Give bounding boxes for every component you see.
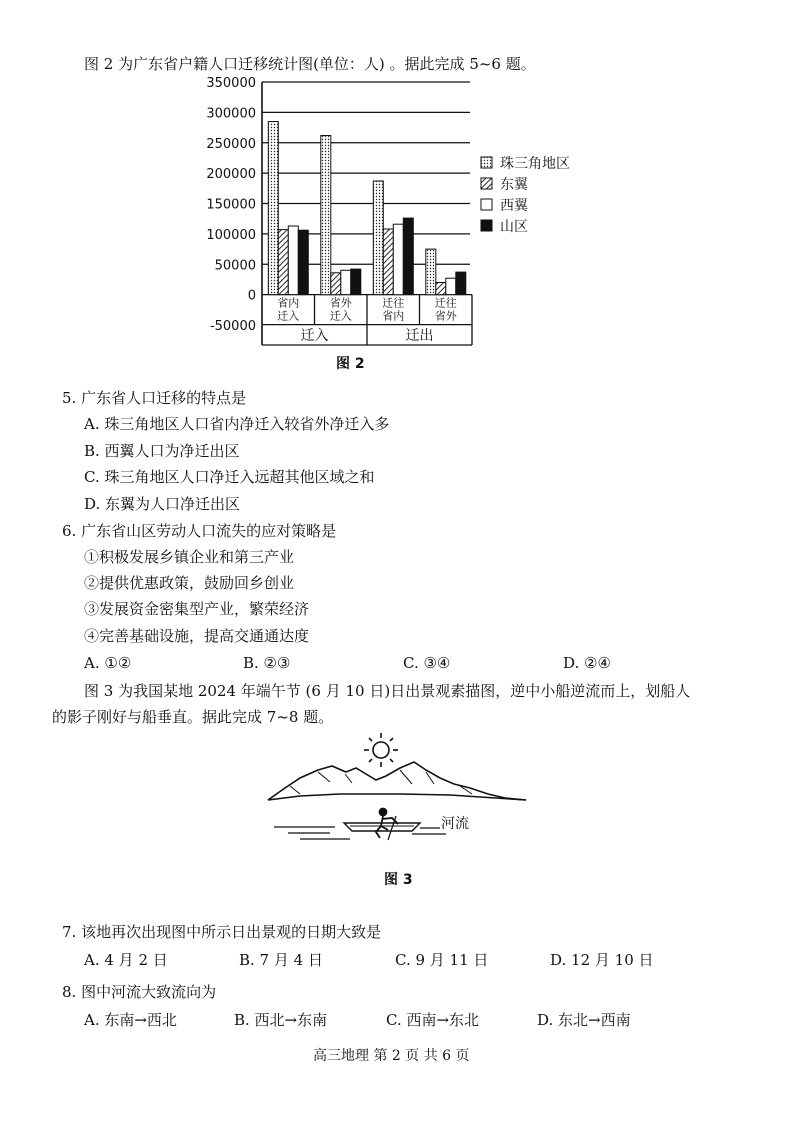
bar-1-3 [373, 181, 383, 295]
q6-item-4: ④完善基础设施，提高交通通达度 [84, 627, 310, 645]
q7-option-b: B. 7 月 4 日 [239, 951, 323, 969]
q6-option-b: B. ②③ [243, 654, 291, 672]
y-tick-label: -50000 [209, 319, 256, 334]
y-tick-label: 350000 [206, 76, 256, 91]
bar-2-2 [331, 273, 341, 295]
legend-label: 珠三角地区 [500, 156, 570, 172]
bar-3-1 [288, 226, 298, 295]
legend-swatch [481, 157, 492, 168]
y-tick-label: 300000 [206, 106, 256, 122]
q5-option-c: C. 珠三角地区人口净迁入远超其他区域之和 [84, 468, 375, 486]
bar-3-4 [446, 278, 456, 294]
figure3-caption: 图 3 [384, 872, 413, 888]
y-tick-label: 250000 [206, 136, 256, 152]
legend-swatch [481, 220, 492, 231]
y-tick-label: 150000 [206, 197, 256, 213]
q6-option-a: A. ①② [84, 654, 132, 672]
sun-icon [364, 733, 398, 767]
legend-label: 山区 [500, 219, 528, 235]
bar-4-4 [456, 272, 466, 295]
q8-option-d: D. 东北→西南 [537, 1011, 631, 1029]
q8-option-c: C. 西南→东北 [386, 1011, 480, 1029]
bar-4-2 [351, 269, 361, 295]
y-tick-label: 200000 [206, 167, 256, 183]
q6-stem: 6. 广东省山区劳动人口流失的应对策略是 [62, 522, 337, 540]
y-tick-label: 100000 [206, 227, 256, 243]
bar-1-4 [426, 249, 436, 295]
category-label: 迁入 [329, 309, 352, 323]
page-footer: 高三地理 第 2 页 共 6 页 [313, 1048, 470, 1064]
q6-option-d: D. ②④ [563, 654, 611, 672]
bar-3-3 [393, 224, 403, 295]
shoreline [268, 794, 526, 800]
bar-1-1 [268, 122, 278, 295]
bar-1-2 [321, 136, 331, 295]
q6-item-1: ①积极发展乡镇企业和第三产业 [84, 548, 295, 566]
intro-figure2: 图 2 为广东省户籍人口迁移统计图(单位：人) 。据此完成 5~6 题。 [84, 55, 536, 73]
intro-figure3-line2: 的影子刚好与船垂直。据此完成 7~8 题。 [52, 708, 334, 726]
bar-4-1 [298, 230, 308, 294]
q7-option-a: A. 4 月 2 日 [84, 951, 168, 969]
q8-stem: 8. 图中河流大致流向为 [62, 983, 217, 1001]
q6-option-c: C. ③④ [403, 654, 451, 672]
bar-4-3 [403, 218, 413, 295]
q5-stem: 5. 广东省人口迁移的特点是 [62, 389, 247, 407]
bar-2-4 [436, 283, 446, 295]
group-label: 迁入 [300, 328, 329, 344]
y-tick-label: 50000 [214, 258, 256, 274]
q6-item-2: ②提供优惠政策，鼓励回乡创业 [84, 574, 295, 592]
legend-swatch [481, 178, 492, 189]
river-label: 河流 [441, 816, 469, 832]
q5-option-d: D. 东翼为人口净迁出区 [84, 495, 241, 513]
legend-label: 东翼 [500, 177, 528, 193]
bar-3-2 [341, 270, 351, 294]
bar-2-1 [278, 230, 288, 295]
figure3-sketch [0, 728, 793, 868]
q8-option-a: A. 东南→西北 [84, 1011, 177, 1029]
q8-option-b: B. 西北→东南 [234, 1011, 328, 1029]
q7-option-c: C. 9 月 11 日 [395, 951, 489, 969]
category-label: 省外 [329, 296, 352, 310]
figure2-caption: 图 2 [336, 356, 365, 372]
category-label: 省内 [277, 296, 300, 310]
category-label: 省内 [382, 309, 405, 323]
legend-swatch [481, 199, 492, 210]
group-label: 迁出 [405, 328, 434, 344]
figure2-chart [0, 75, 793, 375]
q5-option-a: A. 珠三角地区人口省内净迁入较省外净迁入多 [84, 415, 390, 433]
rower-icon [376, 809, 398, 841]
category-label: 迁往 [382, 296, 405, 310]
q6-item-3: ③发展资金密集型产业，繁荣经济 [84, 600, 310, 618]
q5-option-b: B. 西翼人口为净迁出区 [84, 442, 240, 460]
bar-2-3 [383, 229, 393, 295]
y-tick-label: 0 [247, 288, 256, 304]
intro-figure3-line1: 图 3 为我国某地 2024 年端午节 (6 月 10 日)日出景观素描图，逆中小船逆流而上，划船人 [84, 682, 691, 700]
q7-stem: 7. 该地再次出现图中所示日出景观的日期大致是 [62, 923, 382, 941]
category-label: 省外 [434, 309, 457, 323]
category-label: 迁入 [277, 309, 300, 323]
legend-label: 西翼 [500, 198, 528, 214]
water-ripples [274, 827, 446, 839]
category-label: 迁往 [434, 296, 457, 310]
q7-option-d: D. 12 月 10 日 [550, 951, 654, 969]
